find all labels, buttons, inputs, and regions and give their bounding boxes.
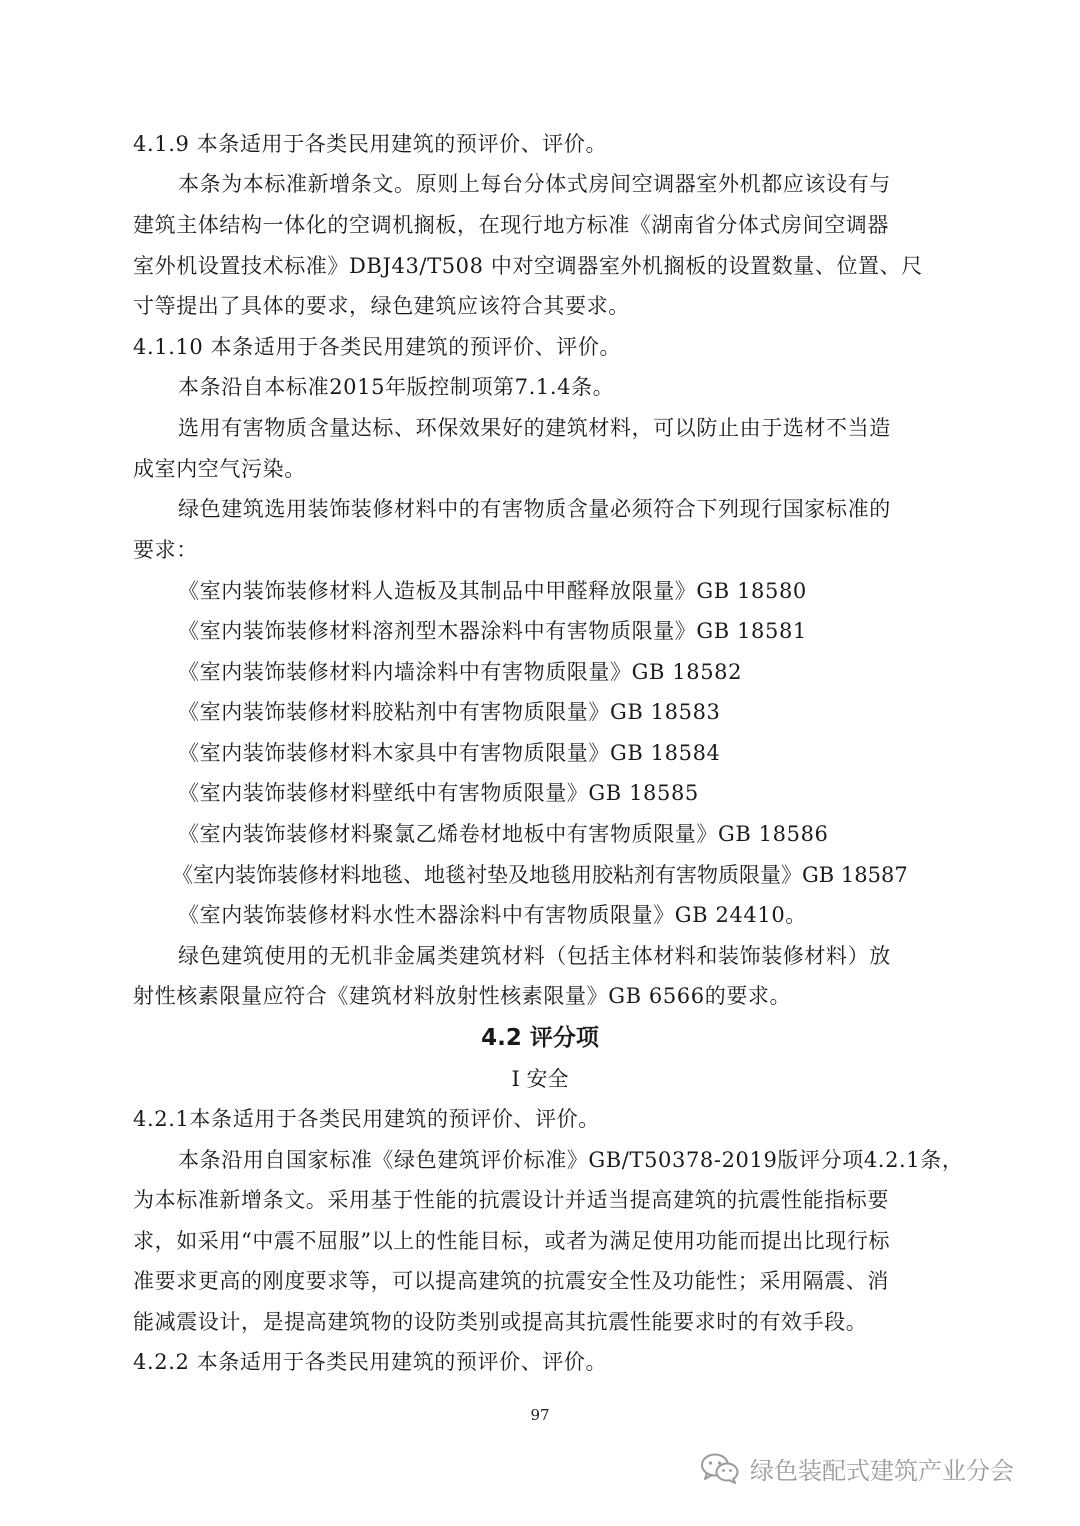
paragraph-line: 射性核素限量应符合《建筑材料放射性核素限量》GB 6566的要求。	[133, 984, 792, 1008]
paragraph-line: 准要求更高的刚度要求等，可以提高建筑的抗震安全性及功能性；采用隔震、消	[133, 1269, 889, 1293]
standard-item: 《室内装饰装修材料内墙涂料中有害物质限量》GB 18582	[178, 660, 743, 684]
watermark-text: 绿色装配式建筑产业分会	[750, 1456, 1014, 1485]
paragraph-line: 绿色建筑使用的无机非金属类建筑材料（包括主体材料和装饰装修材料）放	[178, 944, 891, 968]
paragraph-line: 成室内空气污染。	[133, 457, 306, 481]
paragraph-line: 为本标准新增条文。采用基于性能的抗震设计并适当提高建筑的抗震性能指标要	[133, 1188, 889, 1212]
paragraph-line: 室外机设置技术标准》DBJ43/T508 中对空调器室外机搁板的设置数量、位置、尺	[133, 254, 923, 278]
page-number: 97	[530, 1406, 550, 1424]
clause-4-1-9: 4.1.9 本条适用于各类民用建筑的预评价、评价。	[133, 132, 608, 156]
standard-item: 《室内装饰装修材料水性木器涂料中有害物质限量》GB 24410。	[178, 903, 807, 927]
standard-item: 《室内装饰装修材料溶剂型木器涂料中有害物质限量》GB 18581	[178, 619, 807, 643]
paragraph-line: 绿色建筑选用装饰装修材料中的有害物质含量必须符合下列现行国家标准的	[178, 497, 891, 521]
clause-4-1-10: 4.1.10 本条适用于各类民用建筑的预评价、评价。	[133, 335, 622, 359]
paragraph-line: 能减震设计，是提高建筑物的设防类别或提高其抗震性能要求时的有效手段。	[133, 1310, 868, 1334]
paragraph-line: 本条沿自本标准2015年版控制项第7.1.4条。	[178, 375, 615, 399]
paragraph-line: 选用有害物质含量达标、环保效果好的建筑材料，可以防止由于选材不当造	[178, 416, 891, 440]
section-title: 4.2 评分项	[481, 1025, 599, 1051]
paragraph-line: 求，如采用“中震不屈服”以上的性能目标，或者为满足使用功能而提出比现行标	[133, 1229, 891, 1253]
watermark	[700, 1448, 1014, 1488]
standard-item: 《室内装饰装修材料木家具中有害物质限量》GB 18584	[178, 741, 721, 765]
paragraph-line: 建筑主体结构一体化的空调机搁板，在现行地方标准《湖南省分体式房间空调器	[133, 213, 889, 237]
paragraph-line: 寸等提出了具体的要求，绿色建筑应该符合其要求。	[133, 294, 630, 318]
standard-item: 《室内装饰装修材料人造板及其制品中甲醛释放限量》GB 18580	[178, 579, 807, 603]
clause-4-2-1: 4.2.1本条适用于各类民用建筑的预评价、评价。	[133, 1107, 600, 1131]
paragraph-line: 要求：	[133, 538, 198, 562]
clause-4-2-2: 4.2.2 本条适用于各类民用建筑的预评价、评价。	[133, 1350, 608, 1374]
standard-item: 《室内装饰装修材料胶粘剂中有害物质限量》GB 18583	[178, 700, 721, 724]
paragraph-line: 本条为本标准新增条文。原则上每台分体式房间空调器室外机都应该设有与	[178, 172, 891, 196]
paragraph-line: 本条沿用自国家标准《绿色建筑评价标准》GB/T50378-2019版评分项4.2.1条，	[178, 1148, 964, 1172]
subsection-title: Ⅰ 安全	[511, 1067, 569, 1091]
standard-item: 《室内装饰装修材料聚氯乙烯卷材地板中有害物质限量》GB 18586	[178, 822, 829, 846]
standard-item: 《室内装饰装修材料地毯、地毯衬垫及地毯用胶粘剂有害物质限量》GB 18587	[172, 863, 908, 887]
wechat-icon	[700, 1452, 740, 1484]
standard-item: 《室内装饰装修材料壁纸中有害物质限量》GB 18585	[178, 781, 699, 805]
